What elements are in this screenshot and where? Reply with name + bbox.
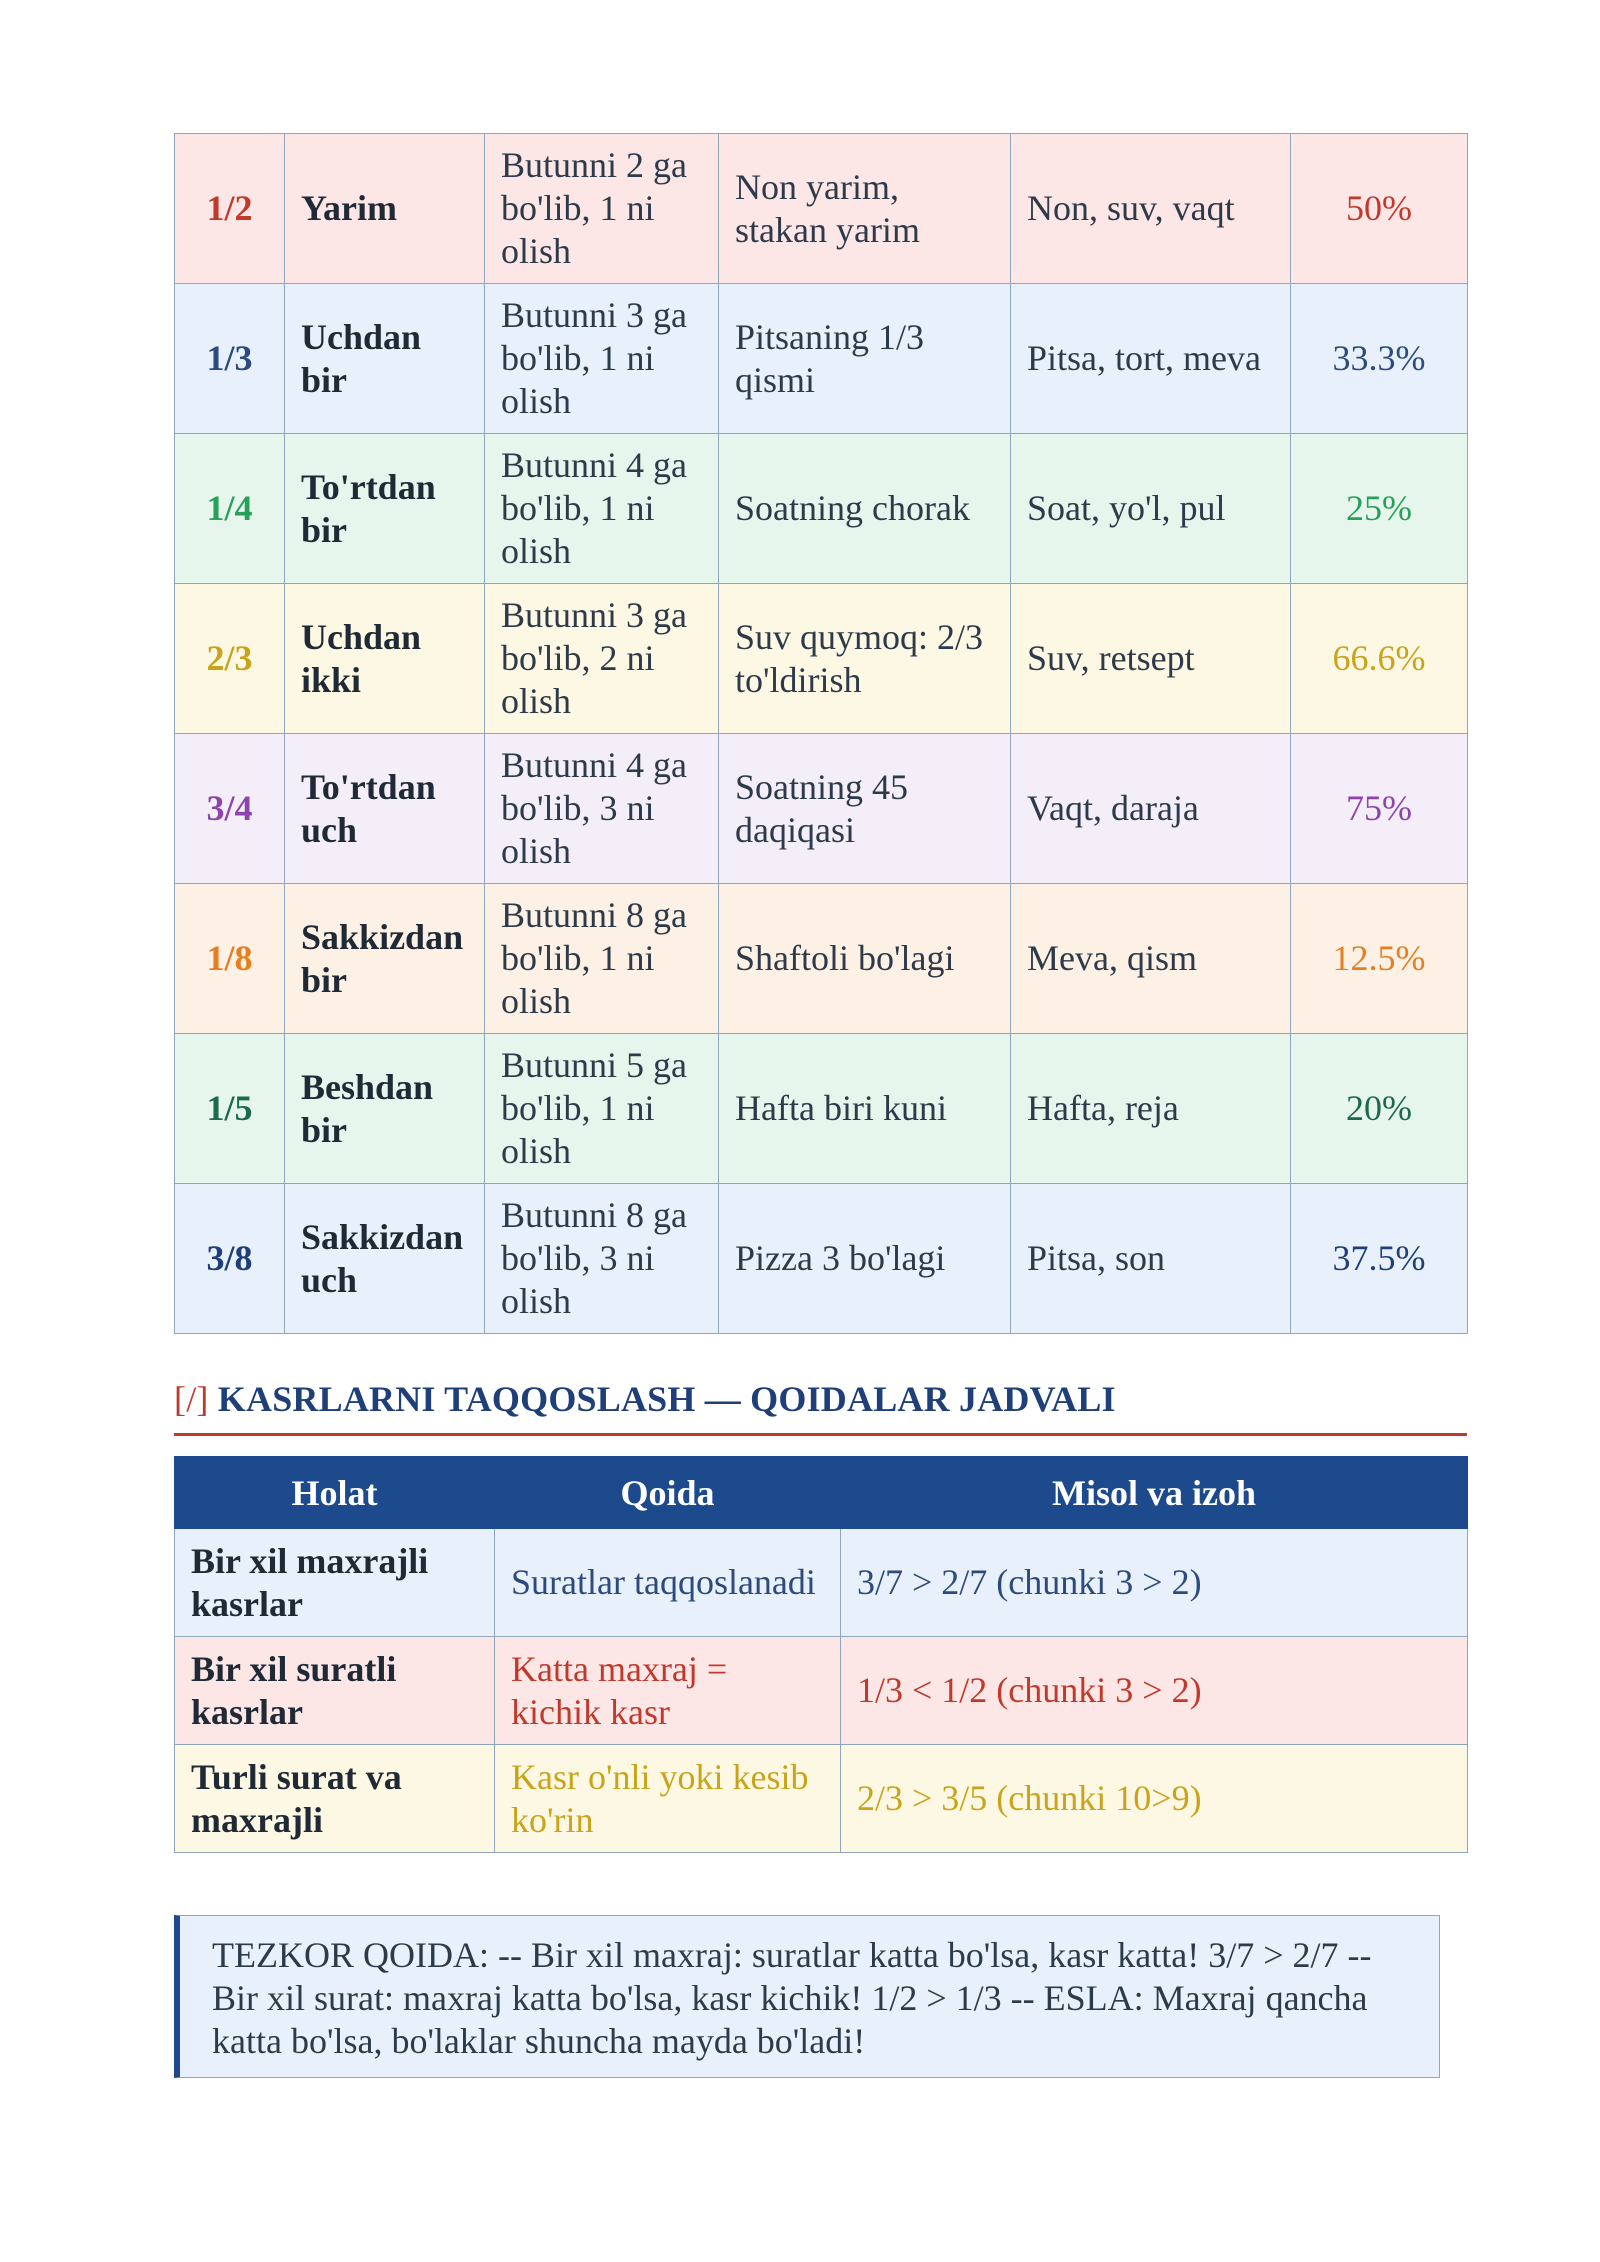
example-cell: Pizza 3 bo'lagi: [719, 1184, 1011, 1334]
name-cell: Sakkizdan uch: [285, 1184, 485, 1334]
example-cell: Suv quymoq: 2/3 to'ldirish: [719, 584, 1011, 734]
name-cell: To'rtdan bir: [285, 434, 485, 584]
header-holat: Holat: [175, 1457, 495, 1529]
heading-divider: [174, 1433, 1467, 1436]
percent-cell: 33.3%: [1291, 284, 1468, 434]
meaning-cell: Butunni 8 ga bo'lib, 1 ni olish: [485, 884, 719, 1034]
meaning-cell: Butunni 4 ga bo'lib, 1 ni olish: [485, 434, 719, 584]
meaning-cell: Butunni 3 ga bo'lib, 1 ni olish: [485, 284, 719, 434]
fraction-cell: 1/5: [175, 1034, 285, 1184]
rule-cell: Kasr o'nli yoki kesib ko'rin: [495, 1745, 841, 1853]
fractions-table: [174, 133, 1468, 1334]
fraction-row: [175, 584, 1468, 734]
meaning-cell: Butunni 2 ga bo'lib, 1 ni olish: [485, 134, 719, 284]
rules-header-row: [175, 1457, 1468, 1529]
usage-cell: Hafta, reja: [1011, 1034, 1291, 1184]
fraction-row: [175, 284, 1468, 434]
example-cell: Soatning chorak: [719, 434, 1011, 584]
name-cell: Sakkizdan bir: [285, 884, 485, 1034]
meaning-cell: Butunni 3 ga bo'lib, 2 ni olish: [485, 584, 719, 734]
fraction-cell: 3/4: [175, 734, 285, 884]
rule-row: [175, 1529, 1468, 1637]
fraction-row: [175, 734, 1468, 884]
usage-cell: Non, suv, vaqt: [1011, 134, 1291, 284]
example-cell: Non yarim, stakan yarim: [719, 134, 1011, 284]
rules-table-body: [175, 1529, 1468, 1853]
usage-cell: Vaqt, daraja: [1011, 734, 1291, 884]
rule-example-cell: 1/3 < 1/2 (chunki 3 > 2): [841, 1637, 1468, 1745]
fraction-cell: 1/4: [175, 434, 285, 584]
fraction-cell: 1/2: [175, 134, 285, 284]
header-misol: Misol va izoh: [841, 1457, 1468, 1529]
rule-example-cell: 2/3 > 3/5 (chunki 10>9): [841, 1745, 1468, 1853]
fraction-cell: 3/8: [175, 1184, 285, 1334]
fraction-row: [175, 134, 1468, 284]
usage-cell: Pitsa, son: [1011, 1184, 1291, 1334]
section-tag: [/]: [174, 1379, 209, 1419]
percent-cell: 50%: [1291, 134, 1468, 284]
fraction-row: [175, 1184, 1468, 1334]
fraction-cell: 1/3: [175, 284, 285, 434]
rule-row: [175, 1637, 1468, 1745]
usage-cell: Suv, retsept: [1011, 584, 1291, 734]
name-cell: Uchdan ikki: [285, 584, 485, 734]
example-cell: Hafta biri kuni: [719, 1034, 1011, 1184]
example-cell: Pitsaning 1/3 qismi: [719, 284, 1011, 434]
percent-cell: 12.5%: [1291, 884, 1468, 1034]
example-cell: Soatning 45 daqiqasi: [719, 734, 1011, 884]
percent-cell: 25%: [1291, 434, 1468, 584]
name-cell: Uchdan bir: [285, 284, 485, 434]
rule-row: [175, 1745, 1468, 1853]
section-title: KASRLARNI TAQQOSLASH — QOIDALAR JADVALI: [217, 1379, 1116, 1419]
meaning-cell: Butunni 8 ga bo'lib, 3 ni olish: [485, 1184, 719, 1334]
rules-table: [174, 1456, 1468, 1853]
usage-cell: Soat, yo'l, pul: [1011, 434, 1291, 584]
fractions-table-body: [175, 134, 1468, 1334]
section-heading: [174, 1378, 1467, 1420]
fraction-row: [175, 434, 1468, 584]
name-cell: Beshdan bir: [285, 1034, 485, 1184]
name-cell: To'rtdan uch: [285, 734, 485, 884]
case-cell: Turli surat va maxrajli: [175, 1745, 495, 1853]
percent-cell: 20%: [1291, 1034, 1468, 1184]
fraction-cell: 1/8: [175, 884, 285, 1034]
percent-cell: 37.5%: [1291, 1184, 1468, 1334]
usage-cell: Meva, qism: [1011, 884, 1291, 1034]
rule-example-cell: 3/7 > 2/7 (chunki 3 > 2): [841, 1529, 1468, 1637]
name-cell: Yarim: [285, 134, 485, 284]
rule-cell: Suratlar taqqoslanadi: [495, 1529, 841, 1637]
percent-cell: 75%: [1291, 734, 1468, 884]
quick-rule-text: TEZKOR QOIDA: -- Bir xil maxraj: suratlar katta bo'lsa, kasr katta! 3/7 > 2/7 -- Bir xil surat: maxraj katta bo'lsa, kasr kichik! 1/2 > 1/3 -- ESLA: Maxraj qancha katta bo'lsa, bo'laklar shuncha mayda bo'ladi!: [212, 1935, 1372, 2061]
fraction-row: [175, 1034, 1468, 1184]
example-cell: Shaftoli bo'lagi: [719, 884, 1011, 1034]
case-cell: Bir xil maxrajli kasrlar: [175, 1529, 495, 1637]
case-cell: Bir xil suratli kasrlar: [175, 1637, 495, 1745]
quick-rule-box: [174, 1915, 1440, 2078]
rule-cell: Katta maxraj = kichik kasr: [495, 1637, 841, 1745]
meaning-cell: Butunni 4 ga bo'lib, 3 ni olish: [485, 734, 719, 884]
percent-cell: 66.6%: [1291, 584, 1468, 734]
fraction-row: [175, 884, 1468, 1034]
header-qoida: Qoida: [495, 1457, 841, 1529]
usage-cell: Pitsa, tort, meva: [1011, 284, 1291, 434]
meaning-cell: Butunni 5 ga bo'lib, 1 ni olish: [485, 1034, 719, 1184]
fraction-cell: 2/3: [175, 584, 285, 734]
